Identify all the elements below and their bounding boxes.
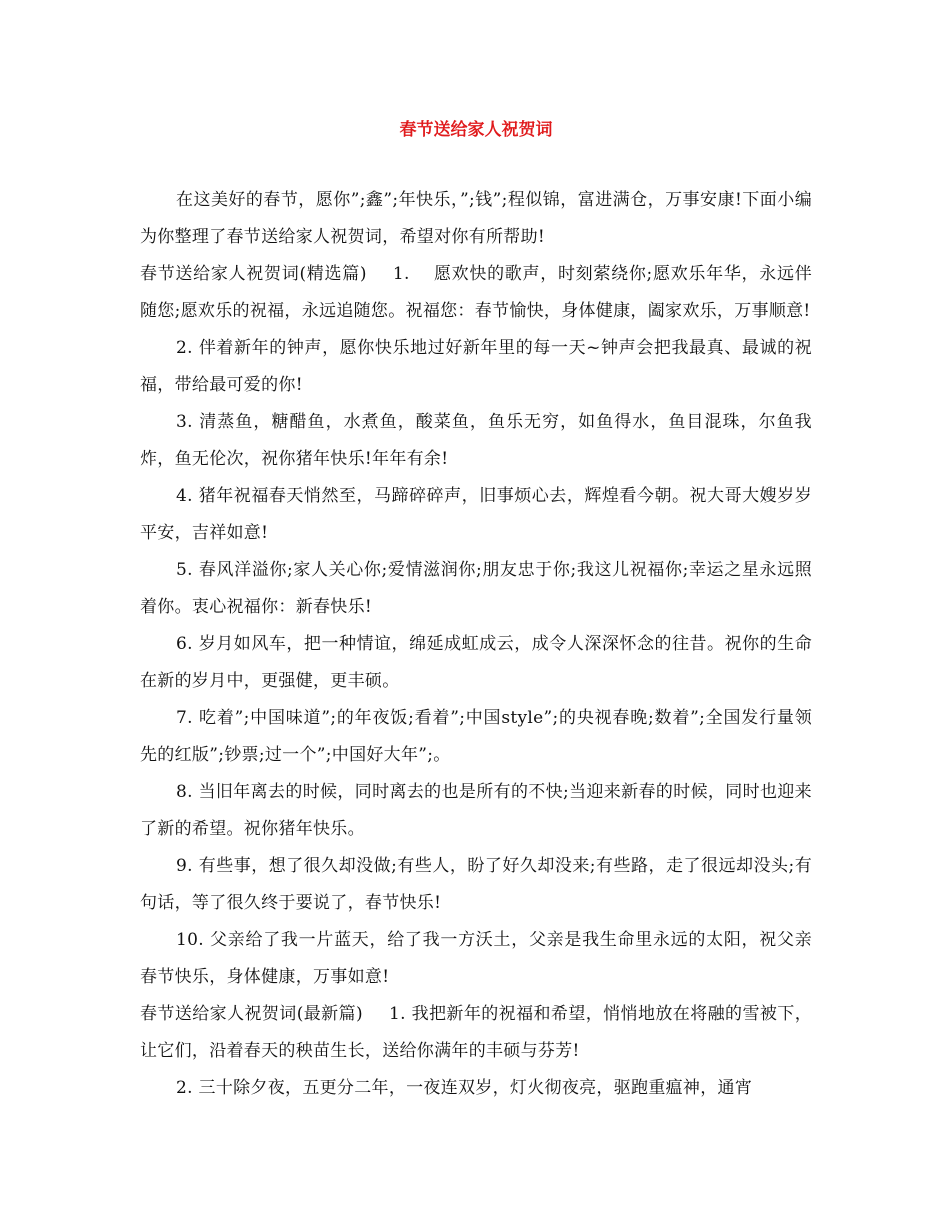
list-item: 4. 猪年祝福春天悄然至，马蹄碎碎声，旧事烦心去，辉煌看今朝。祝大哥大嫂岁岁平安，吉祥如意! [140, 486, 812, 543]
list-item: 2. 伴着新年的钟声，愿你快乐地过好新年里的每一天~钟声会把我最真、最诚的祝福，带给最可爱的你! [140, 338, 813, 395]
list-item: 1. 愿欢快的歌声，时刻萦绕你;愿欢乐年华，永远伴随您;愿欢乐的祝福，永远追随您。祝福您：春节愉快，身体健康，阖家欢乐，万事顺意! [140, 264, 812, 321]
list-item: 9. 有些事，想了很久却没做;有些人，盼了好久却没来;有些路，走了很远却没头;有句话，等了很久终于要说了，春节快乐! [140, 856, 812, 913]
list-item: 1. 我把新年的祝福和希望，悄悄地放在将融的雪被下，让它们，沿着春天的秧苗生长，送给你满年的丰硕与芬芳! [140, 1004, 812, 1061]
section1-first-paragraph [140, 256, 812, 330]
list-item: 6. 岁月如风车，把一种情谊，绵延成虹成云，成令人深深怀念的往昔。祝你的生命在新的岁月中，更强健，更丰硕。 [140, 634, 812, 691]
section-heading-latest: 春节送给家人祝贺词(最新篇) [140, 1004, 363, 1024]
document-body [140, 182, 812, 1107]
section-heading-featured: 春节送给家人祝贺词(精选篇) [140, 264, 367, 284]
list-item: 2. 三十除夕夜，五更分二年，一夜连双岁，灯火彻夜亮，驱跑重瘟神，通宵 [176, 1078, 753, 1098]
list-item: 8. 当旧年离去的时候，同时离去的也是所有的不快;当迎来新春的时候，同时也迎来了新的希望。祝你猪年快乐。 [140, 782, 812, 839]
list-item: 5. 春风洋溢你;家人关心你;爱情滋润你;朋友忠于你;我这儿祝福你;幸运之星永远照着你。衷心祝福你：新春快乐! [140, 560, 812, 617]
list-item: 7. 吃着”;中国味道”;的年夜饭;看着”;中国style”;的央视春晚;数着”;全国发行量领先的红版”;钞票;过一个”;中国好大年”;。 [140, 708, 812, 765]
document-title: 春节送给家人祝贺词 [399, 120, 553, 140]
intro-paragraph: 在这美好的春节，愿你”;鑫”;年快乐，”;钱”;程似锦，富进满仓，万事安康!下面小编为你整理了春节送给家人祝贺词，希望对你有所帮助! [140, 190, 812, 247]
list-item: 10. 父亲给了我一片蓝天，给了我一方沃土，父亲是我生命里永远的太阳，祝父亲春节快乐，身体健康，万事如意! [140, 930, 812, 987]
list-item: 3. 清蒸鱼，糖醋鱼，水煮鱼，酸菜鱼，鱼乐无穷，如鱼得水，鱼目混珠，尔鱼我炸，鱼无伦次，祝你猪年快乐!年年有余! [140, 412, 812, 469]
section2-first-paragraph [140, 996, 812, 1070]
